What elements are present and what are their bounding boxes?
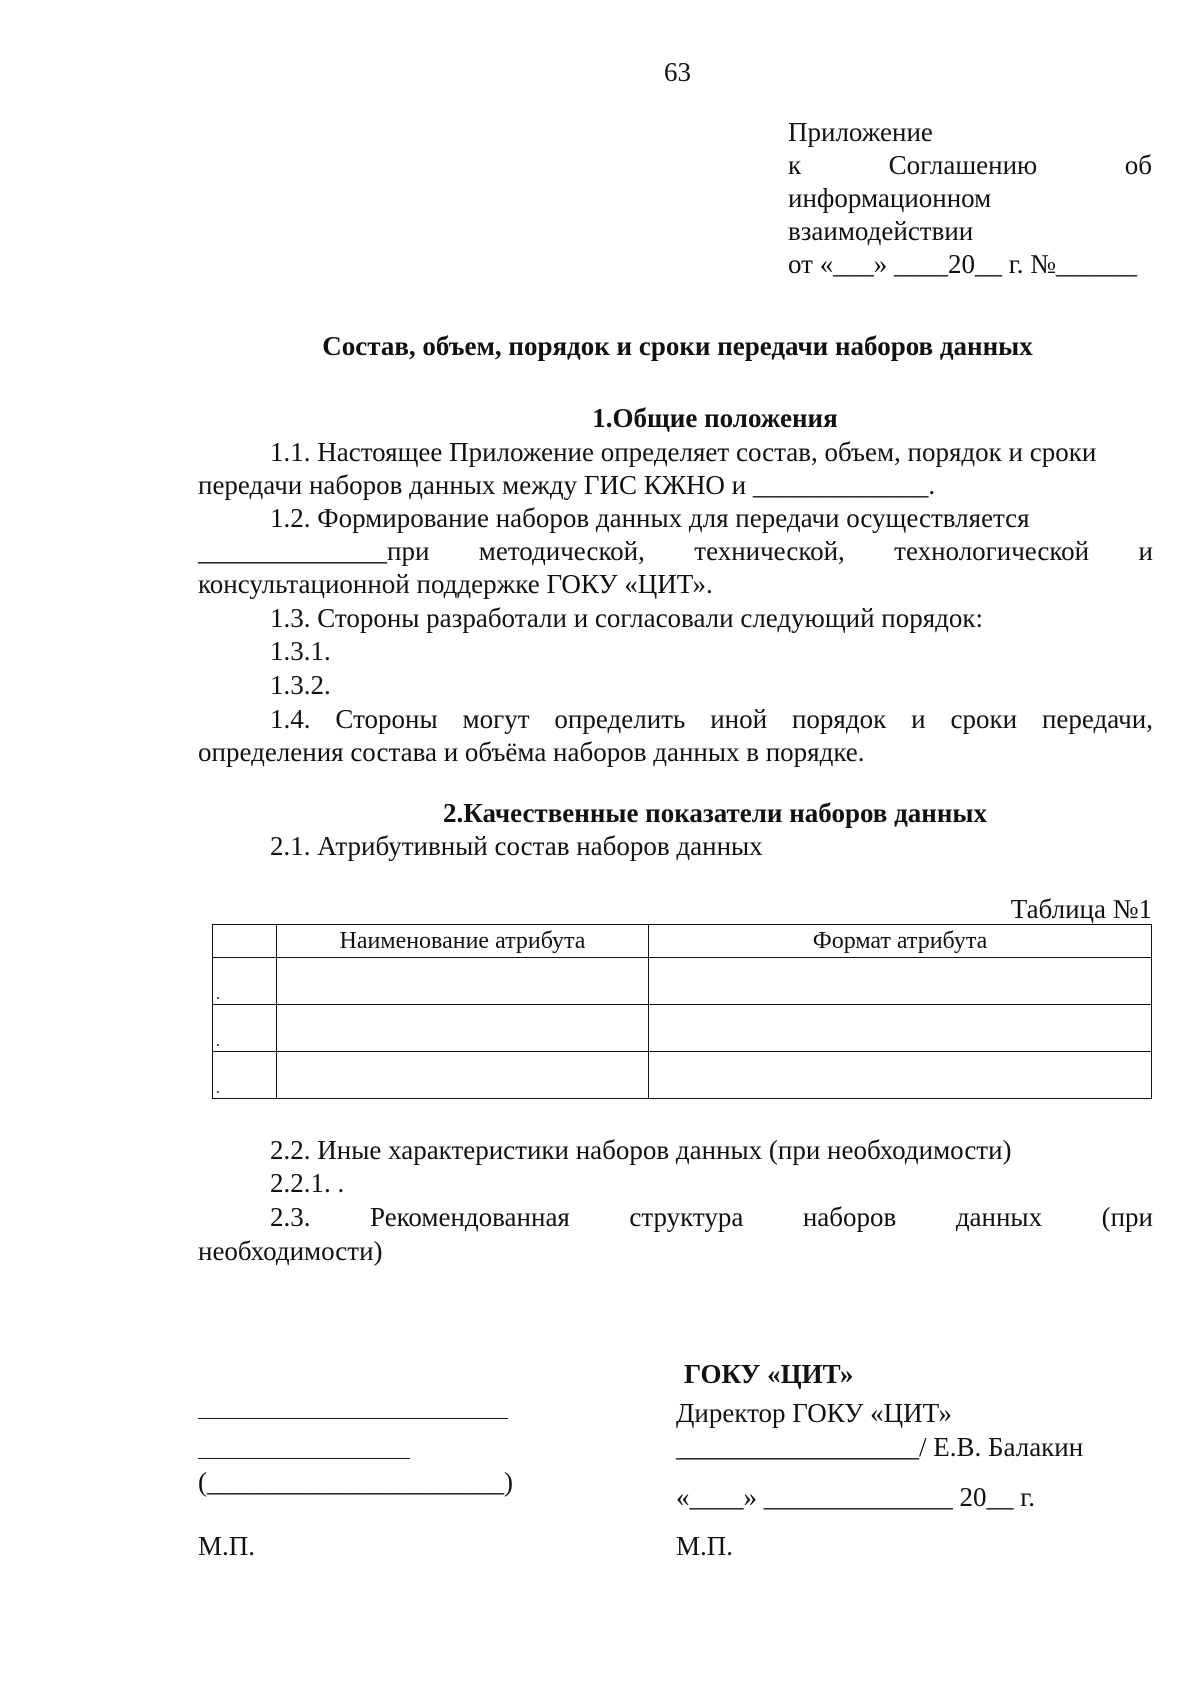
- text-word: иной: [710, 704, 768, 734]
- paragraph-2-2-1: 2.2.1. .: [270, 1168, 345, 1198]
- text-word: данных: [955, 1202, 1043, 1232]
- paragraph-1-2-line-3: консультационной поддержке ГОКУ «ЦИТ».: [198, 569, 713, 599]
- table-cell-name: [277, 958, 649, 1005]
- appendix-title: Приложение: [788, 117, 933, 147]
- text-word: наборов: [802, 1202, 897, 1232]
- paragraph-1-4-line-1: [270, 703, 1153, 736]
- page-number: 63: [664, 57, 691, 87]
- section-1-heading: 1.Общие положения: [592, 403, 838, 433]
- signature-line: [198, 1418, 508, 1419]
- table-header-attribute-format: Формат атрибута: [649, 925, 1152, 958]
- text-word: (при: [1101, 1202, 1153, 1232]
- paragraph-1-1-line-1: 1.1. Настоящее Приложение определяет состав, объем, порядок и сроки: [270, 437, 1097, 467]
- paragraph-2-3-line-2: необходимости): [198, 1236, 383, 1266]
- paragraph-1-2-line-1: 1.2. Формирование наборов данных для передачи осуществляется: [270, 503, 1030, 533]
- right-seal-mark: М.П.: [676, 1531, 734, 1561]
- paragraph-1-2-line-2: [198, 535, 1153, 568]
- appendix-date-number: от «___» ____20__ г. №______: [788, 249, 1137, 279]
- table-cell-format: [649, 958, 1152, 1005]
- text-word: порядок: [791, 704, 887, 734]
- table-cell-number: .: [213, 958, 277, 1005]
- text-word: ______________при: [198, 536, 430, 566]
- table-cell-number: .: [213, 1005, 277, 1052]
- table-caption: Таблица №1: [1010, 894, 1152, 924]
- text-word: сроки: [950, 704, 1018, 734]
- table-cell-name: [277, 1052, 649, 1099]
- paragraph-1-4-line-2: определения состава и объёма наборов данных в порядке.: [198, 737, 865, 767]
- paragraph-2-3-line-1: [270, 1201, 1153, 1234]
- paragraph-2-1: 2.1. Атрибутивный состав наборов данных: [270, 831, 763, 861]
- text-word: и: [1138, 536, 1153, 566]
- text-word: технологической: [894, 536, 1090, 566]
- appendix-line-4: взаимодействии: [788, 216, 974, 246]
- text-word: и: [911, 704, 926, 734]
- paragraph-1-1-line-2: передачи наборов данных между ГИС КЖНО и _____________.: [198, 470, 936, 500]
- table-row: [213, 1005, 1152, 1052]
- text-word: Рекомендованная: [370, 1202, 570, 1232]
- paragraph-2-2: 2.2. Иные характеристики наборов данных (при необходимости): [270, 1135, 1012, 1165]
- text-word: передачи,: [1041, 704, 1153, 734]
- table-cell-format: [649, 1005, 1152, 1052]
- table-header-number: [213, 925, 277, 958]
- section-2-heading: 2.Качественные показатели наборов данных: [443, 798, 987, 828]
- text-word: Стороны: [335, 704, 438, 734]
- table-cell-format: [649, 1052, 1152, 1099]
- table-row: [213, 958, 1152, 1005]
- paragraph-1-3-2: 1.3.2.: [270, 670, 331, 700]
- paragraph-1-3: 1.3. Стороны разработали и согласовали следующий порядок:: [270, 603, 983, 633]
- attribute-table: [212, 924, 1152, 1099]
- appendix-line-3: информационном: [788, 183, 992, 213]
- appendix-word: к: [788, 150, 802, 180]
- text-word: структура: [629, 1202, 744, 1232]
- text-word: 2.3.: [270, 1202, 311, 1232]
- signature-line: [198, 1458, 410, 1459]
- appendix-word: об: [1124, 150, 1152, 180]
- left-signature-bracket: (______________________): [198, 1467, 513, 1497]
- text-word: определить: [554, 704, 686, 734]
- text-word: 1.4.: [270, 704, 311, 734]
- table-cell-number: .: [213, 1052, 277, 1099]
- table-row: [213, 1052, 1152, 1099]
- appendix-agreement-line: [788, 149, 1152, 182]
- organization-name: ГОКУ «ЦИТ»: [684, 1359, 854, 1389]
- signature-date: «____» ______________ 20__ г.: [676, 1482, 1036, 1512]
- appendix-word: Соглашению: [888, 150, 1038, 180]
- document-title: Состав, объем, порядок и сроки передачи наборов данных: [322, 331, 1033, 361]
- table-header-attribute-name: Наименование атрибута: [277, 925, 649, 958]
- director-signature: __________________/ Е.В. Балакин: [676, 1432, 1084, 1462]
- text-word: могут: [462, 704, 530, 734]
- left-seal-mark: М.П.: [198, 1531, 256, 1561]
- director-title: Директор ГОКУ «ЦИТ»: [676, 1398, 952, 1428]
- text-word: методической,: [478, 536, 645, 566]
- text-word: технической,: [694, 536, 845, 566]
- table-cell-name: [277, 1005, 649, 1052]
- paragraph-1-3-1: 1.3.1.: [270, 636, 331, 666]
- table-header-row: [213, 925, 1152, 958]
